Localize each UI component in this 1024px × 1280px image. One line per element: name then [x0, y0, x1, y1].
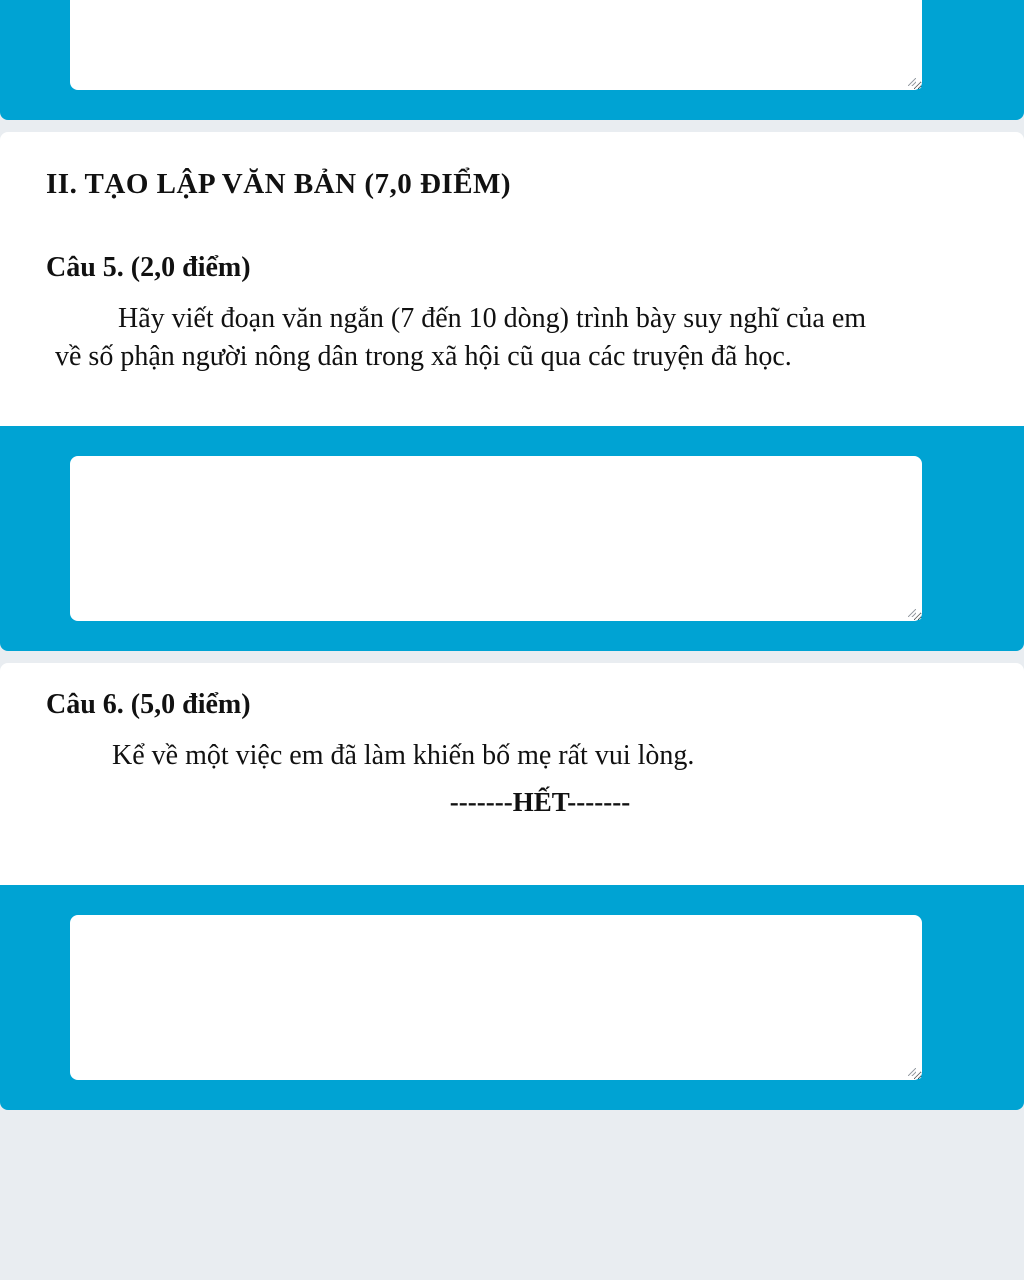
question-6-answer-band [0, 885, 1024, 1110]
section-title: II. TẠO LẬP VĂN BẢN (7,0 ĐIỂM) [46, 168, 512, 200]
resize-grip-icon[interactable] [908, 609, 916, 617]
question-6-card [0, 663, 1024, 885]
question-5-text-line-2: về số phận người nông dân trong xã hội cũ qua các truyện đã học. [55, 341, 792, 372]
question-5-answer-band [0, 426, 1024, 651]
question-5-text-line-1: Hãy viết đoạn văn ngắn (7 đến 10 dòng) trình bày suy nghĩ của em [118, 303, 867, 334]
question-6-answer-textarea[interactable] [70, 915, 922, 1080]
question-5-title: Câu 5. (2,0 điểm) [46, 252, 251, 283]
previous-answer-textarea[interactable] [70, 0, 922, 90]
resize-grip-icon[interactable] [908, 1068, 916, 1076]
previous-answer-band [0, 0, 1024, 120]
question-6-text: Kể về một việc em đã làm khiến bố mẹ rất vui lòng. [112, 740, 695, 771]
question-5-card [0, 132, 1024, 426]
end-marker: -------HẾT------- [449, 787, 631, 817]
resize-grip-icon[interactable] [908, 78, 916, 86]
question-5-answer-textarea[interactable] [70, 456, 922, 621]
question-6-title: Câu 6. (5,0 điểm) [46, 689, 251, 720]
